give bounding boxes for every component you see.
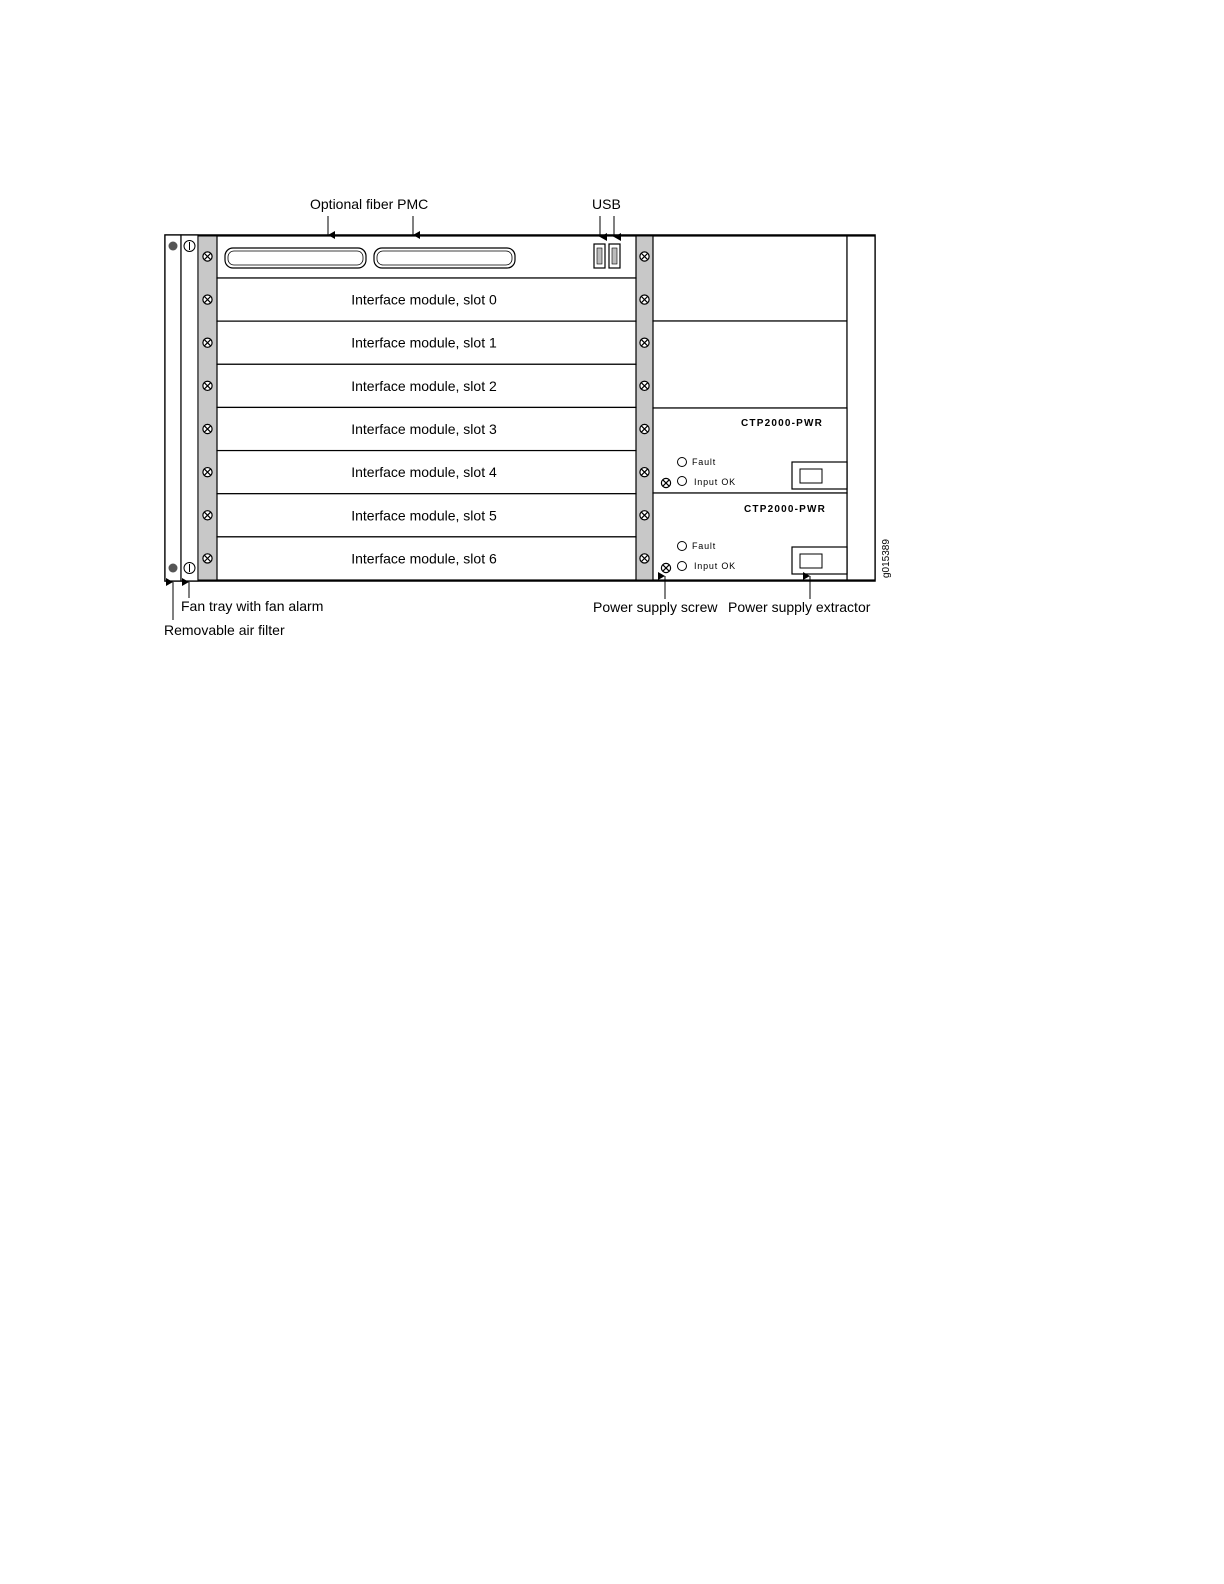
interface-module-slot-6-screw-right-icon[interactable] <box>640 554 649 563</box>
usb-port-1[interactable] <box>594 244 605 268</box>
power-supply-2-fault-led-icon <box>678 542 687 551</box>
callout-fan-tray: Fan tray with fan alarm <box>181 598 324 614</box>
power-supply-2-input-label: Input OK <box>694 561 736 571</box>
power-supply-2-model: CTP2000-PWR <box>744 504 827 515</box>
air-filter-latch-top-icon[interactable] <box>169 242 178 251</box>
power-supply-2-screw-icon[interactable] <box>661 563 670 572</box>
interface-module-slot-1-screw-left-icon[interactable] <box>203 338 212 347</box>
interface-module-slot-1-label: Interface module, slot 1 <box>351 334 497 351</box>
interface-module-slot-1[interactable] <box>203 321 649 364</box>
callout-air-filter: Removable air filter <box>164 622 285 638</box>
interface-module-slot-4-label: Interface module, slot 4 <box>351 464 497 481</box>
interface-module-slot-0-label: Interface module, slot 0 <box>351 291 497 308</box>
interface-module-slot-6-screw-left-icon[interactable] <box>203 554 212 563</box>
power-supply-1-extractor[interactable] <box>792 462 847 489</box>
interface-module-slot-2-screw-left-icon[interactable] <box>203 381 212 390</box>
interface-module-slot-3-screw-left-icon[interactable] <box>203 424 212 433</box>
fan-alarm-bottom-icon <box>184 563 195 574</box>
power-supply-1-model: CTP2000-PWR <box>741 418 824 429</box>
interface-module-slot-4[interactable] <box>203 451 649 494</box>
interface-module-slot-6-label: Interface module, slot 6 <box>351 550 497 567</box>
blank-bay-upper <box>653 236 847 321</box>
blank-bay-lower <box>653 321 847 408</box>
power-supply-1-screw-icon[interactable] <box>661 478 670 487</box>
pmc-slot-2[interactable] <box>374 248 515 268</box>
interface-module-slot-5-screw-right-icon[interactable] <box>640 511 649 520</box>
pmc-slot-1[interactable] <box>225 248 366 268</box>
fan-tray-strip <box>181 235 198 581</box>
callout-psu-screw: Power supply screw <box>593 599 718 615</box>
power-supply-1-fault-led-icon <box>678 458 687 467</box>
air-filter-strip <box>165 235 181 581</box>
usb-port-2[interactable] <box>609 244 620 268</box>
callout-usb: USB <box>592 196 621 212</box>
power-supply-1-input-led-icon <box>678 477 687 486</box>
interface-module-slots <box>203 278 649 580</box>
interface-module-slot-6[interactable] <box>203 537 649 580</box>
fan-alarm-top-icon <box>184 241 195 252</box>
interface-module-slot-5-screw-left-icon[interactable] <box>203 511 212 520</box>
interface-module-slot-0-screw-right-icon[interactable] <box>640 295 649 304</box>
power-supply-2-extractor[interactable] <box>792 547 847 574</box>
controller-screw-right-icon[interactable] <box>640 252 649 261</box>
chassis-side-panel <box>847 236 875 580</box>
controller-screw-left-icon[interactable] <box>203 252 212 261</box>
power-supply-2-input-led-icon <box>678 562 687 571</box>
interface-module-slot-4-screw-right-icon[interactable] <box>640 468 649 477</box>
power-supply-1 <box>653 408 847 493</box>
interface-module-slot-3-screw-right-icon[interactable] <box>640 424 649 433</box>
air-filter-latch-bottom-icon[interactable] <box>169 564 178 573</box>
power-supply-1-input-label: Input OK <box>694 477 736 487</box>
interface-module-slot-0-screw-left-icon[interactable] <box>203 295 212 304</box>
interface-module-slot-3-label: Interface module, slot 3 <box>351 421 497 437</box>
power-supply-2-fault-label: Fault <box>692 541 717 551</box>
power-supply-2 <box>653 493 847 580</box>
interface-module-slot-2[interactable] <box>203 364 649 407</box>
callout-psu-extractor: Power supply extractor <box>728 599 871 615</box>
interface-module-slot-0[interactable] <box>203 278 649 321</box>
interface-module-slot-5[interactable] <box>203 494 649 537</box>
interface-module-slot-5-label: Interface module, slot 5 <box>351 507 497 524</box>
card-rail-right <box>636 236 653 580</box>
callout-optional-fiber-pmc: Optional fiber PMC <box>310 196 429 212</box>
card-rail-left <box>198 236 217 580</box>
interface-module-slot-2-label: Interface module, slot 2 <box>351 377 497 394</box>
figure-id: g015389 <box>881 539 892 578</box>
interface-module-slot-3[interactable] <box>203 407 649 450</box>
interface-module-slot-4-screw-left-icon[interactable] <box>203 468 212 477</box>
power-supply-1-fault-label: Fault <box>692 457 717 467</box>
interface-module-slot-2-screw-right-icon[interactable] <box>640 381 649 390</box>
interface-module-slot-1-screw-right-icon[interactable] <box>640 338 649 347</box>
